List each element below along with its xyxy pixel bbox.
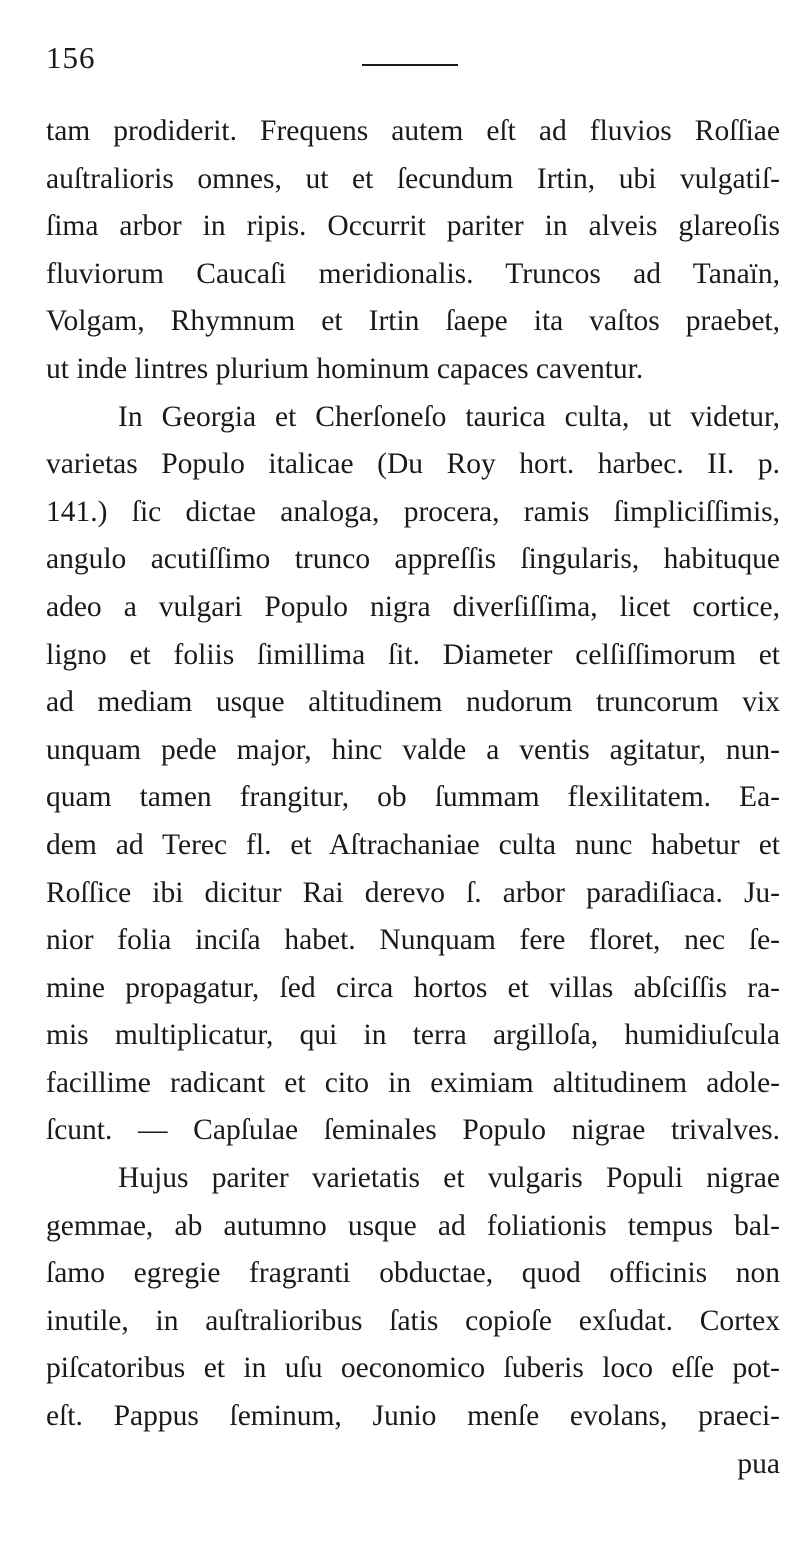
text-line: ut inde lintres plurium hominum capaces caventur. — [46, 352, 644, 385]
text-line: quam tamen frangitur, ob ſummam flexilitatem. Ea- — [46, 781, 780, 814]
text-line: gemmae, ab autumno usque ad foliationis tempus bal- — [46, 1209, 780, 1242]
text-line: adeo a vulgari Populo nigra diverſiſſima, licet cortice, — [46, 590, 780, 623]
text-line: facillime radicant et cito in eximiam altitudinem adole- — [46, 1066, 780, 1099]
text-line: tam prodiderit. Frequens autem eſt ad fluvios Roſſiae — [46, 115, 780, 147]
text-line: mine propagatur, ſed circa hortos et villas abſciſſis ra- — [46, 971, 780, 1004]
text-line: ſamo egregie fragranti obductae, quod officinis non — [46, 1257, 780, 1290]
text-line: mis multiplicatur, qui in terra argilloſa, humidiuſcula — [46, 1019, 780, 1052]
text-line: Volgam, Rhymnum et Irtin ſaepe ita vaſtos praebet, — [46, 305, 780, 338]
text-line: fluviorum Caucaſi meridionalis. Truncos ad Tanaïn, — [46, 257, 780, 290]
text-line: 141.) ſic dictae analoga, procera, ramis ſimpliciſſimis, — [46, 495, 780, 528]
text-line: nior folia inciſa habet. Nunquam fere floret, nec ſe- — [46, 924, 780, 957]
catchword: pua — [737, 1447, 780, 1480]
text-line: piſcatoribus et in uſu oeconomico ſuberis loco eſſe pot- — [46, 1352, 780, 1385]
text-line: inutile, in auſtralioribus ſatis copioſe exſudat. Cortex — [46, 1304, 780, 1337]
text-line: dem ad Terec fl. et Aſtrachaniae culta nunc habetur et — [46, 828, 780, 861]
text-line: varietas Populo italicae (Du Roy hort. harbec. II. p. — [46, 448, 780, 481]
text-line: angulo acutiſſimo trunco appreſſis ſingularis, habituque — [46, 543, 780, 576]
header-rule — [362, 64, 458, 66]
text-line: Hujus pariter varietatis et vulgaris Populi nigrae — [118, 1162, 780, 1195]
text-line: ligno et foliis ſimillima ſit. Diameter celſiſſimorum et — [46, 638, 780, 671]
text-line: auſtralioris omnes, ut et ſecundum Irtin, ubi vulgatiſ- — [46, 162, 780, 195]
text-line: eſt. Pappus ſeminum, Junio menſe evolans, praeci- — [46, 1400, 780, 1433]
page-number: 156 — [46, 40, 96, 75]
text-line: ſima arbor in ripis. Occurrit pariter in alveis glareoſis — [46, 210, 780, 243]
text-line: unquam pede major, hinc valde a ventis agitatur, nun- — [46, 733, 780, 766]
body-text — [46, 108, 780, 1488]
text-line: In Georgia et Cherſoneſo taurica culta, ut videtur, — [118, 400, 780, 433]
text-line: ſcunt. — Capſulae ſeminales Populo nigrae trivalves. — [46, 1114, 780, 1147]
text-line: ad mediam usque altitudinem nudorum truncorum vix — [46, 686, 780, 719]
text-line: Roſſice ibi dicitur Rai derevo ſ. arbor paradiſiaca. Ju- — [46, 876, 780, 909]
